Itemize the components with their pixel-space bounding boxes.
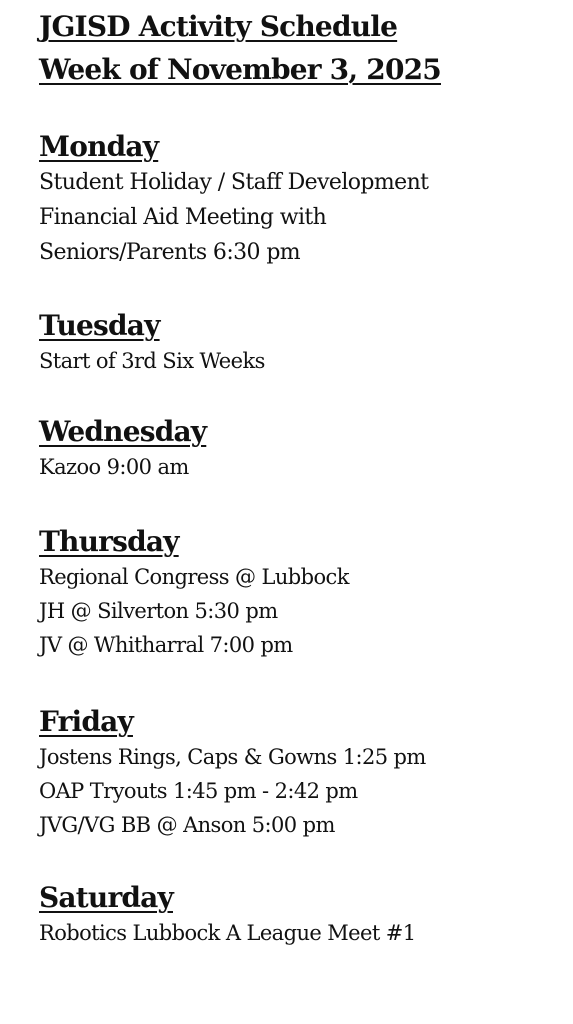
monday-item-2: Financial Aid Meeting with	[39, 205, 327, 230]
day-wednesday	[39, 414, 559, 484]
day-title-friday: Friday	[39, 705, 133, 738]
thursday-item-1: Regional Congress @ Lubbock	[39, 565, 349, 589]
title-line-1: JGISD Activity Schedule	[39, 10, 398, 43]
day-title-saturday: Saturday	[39, 881, 173, 914]
title-line-2: Week of November 3, 2025	[39, 53, 441, 86]
day-title-thursday: Thursday	[39, 525, 179, 558]
monday-item-3: Seniors/Parents 6:30 pm	[39, 240, 301, 265]
friday-item-1: Jostens Rings, Caps & Gowns 1:25 pm	[39, 745, 426, 769]
day-tuesday	[39, 308, 559, 378]
saturday-item-1: Robotics Lubbock A League Meet #1	[39, 921, 416, 945]
schedule-document	[39, 0, 559, 950]
friday-item-2: OAP Tryouts 1:45 pm - 2:42 pm	[39, 779, 358, 803]
day-friday	[39, 704, 559, 842]
day-title-wednesday: Wednesday	[39, 415, 207, 448]
day-monday	[39, 129, 559, 270]
day-title-tuesday: Tuesday	[39, 309, 160, 342]
tuesday-item-1: Start of 3rd Six Weeks	[39, 349, 265, 373]
monday-item-1: Student Holiday / Staff Development	[39, 170, 429, 195]
wednesday-item-1: Kazoo 9:00 am	[39, 455, 189, 479]
day-title-monday: Monday	[39, 130, 159, 163]
day-thursday	[39, 524, 559, 662]
document-title	[39, 5, 559, 91]
thursday-item-2: JH @ Silverton 5:30 pm	[39, 599, 278, 623]
thursday-item-3: JV @ Whitharral 7:00 pm	[39, 633, 293, 657]
friday-item-3: JVG/VG BB @ Anson 5:00 pm	[39, 813, 335, 837]
day-saturday	[39, 880, 559, 950]
